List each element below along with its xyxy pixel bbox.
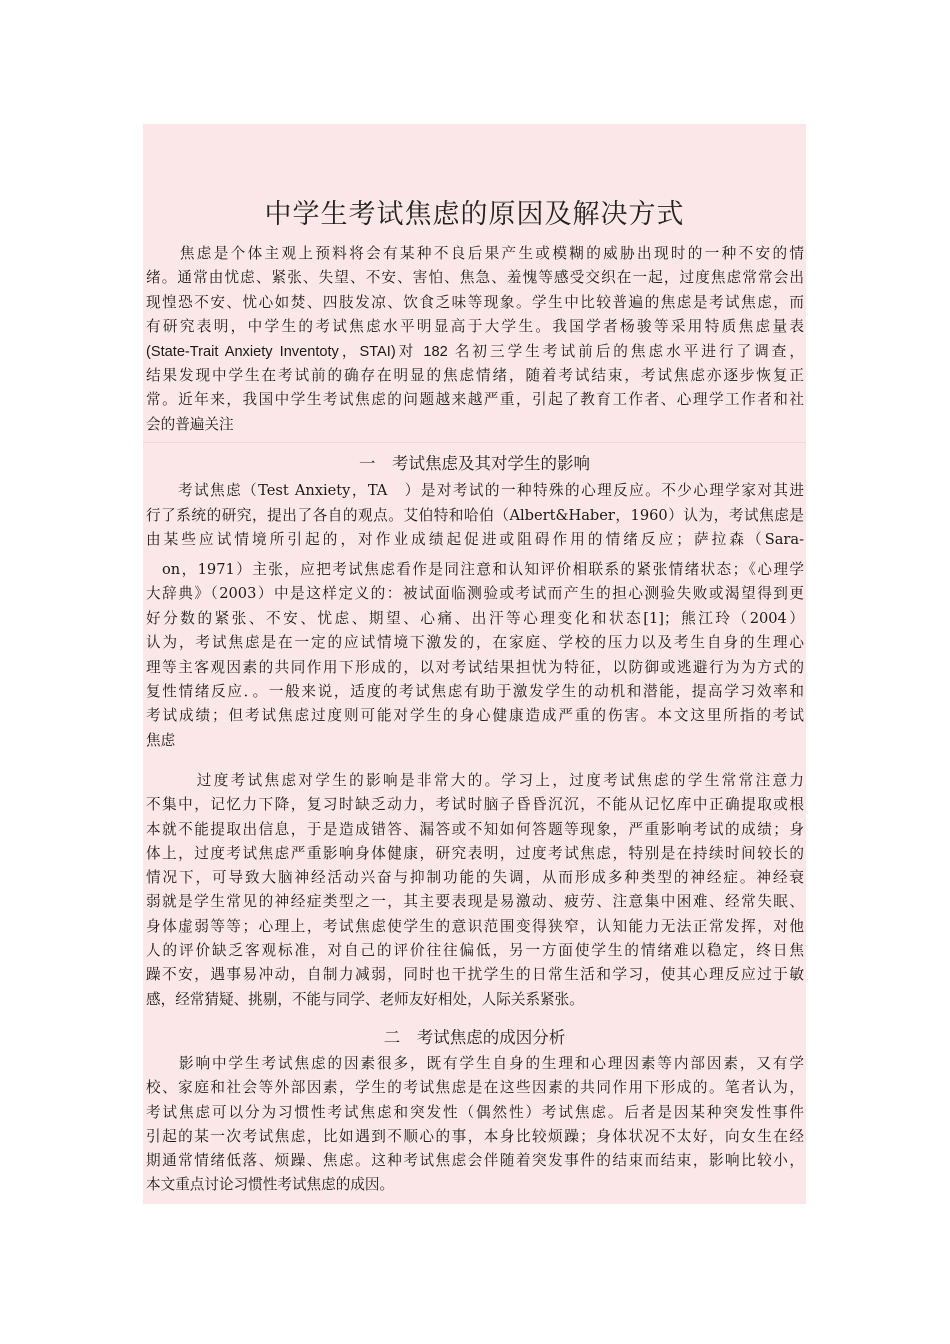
text-line: 人的评价缺乏客观标准，对自己的评价往往偏低，另一方面使学生的情绪难以稳定，终日焦 — [146, 942, 804, 960]
intro-paragraph — [146, 242, 804, 437]
text-line: 会的普遍关注 — [146, 415, 234, 433]
text-line: 焦虑 — [146, 731, 176, 749]
section2-paragraph-1 — [146, 1052, 804, 1198]
text-line: 弱就是学生常见的神经症类型之一，其主要表现是易激动、疲劳、注意集中困难、经常失眠、 — [146, 893, 804, 911]
text-line: 由某些应试情境所引起的，对作业成绩起促进或阻碍作用的情绪反应；萨拉森（Sara- — [146, 531, 804, 548]
text-line: 复性情绪反应．。一般来说，适度的考试焦虑有助于激发学生的动机和潜能，提高学习效率和 — [146, 683, 804, 701]
text-line: 本文重点讨论习惯性考试焦虑的成因。 — [146, 1176, 395, 1194]
text-line: 影响中学生考试焦虑的因素很多，既有学生自身的生理和心理因素等内部因素，又有学 — [146, 1055, 804, 1072]
text-line: 有研究表明，中学生的考试焦虑水平明显高于大学生。我国学者杨骏等采用特质焦虑量表 — [146, 318, 804, 336]
text-line: 体上，过度考试焦虑严重影响身体健康，研究表明，过度考试焦虑，特别是在持续时间较长的 — [146, 844, 804, 862]
text-line: 结果发现中学生在考试前的确存在明显的焦虑情绪，随着考试结束，考试焦虑亦逐步恢复正 — [146, 367, 804, 385]
text-line: 引起的某一次考试焦虑，比如遇到不顺心的事，本身比较烦躁；身体状况不太好，向女生在经 — [146, 1127, 804, 1145]
text-line: 绪。通常由忧虑、紧张、失望、不安、害怕、焦急、羞愧等感受交织在一起，过度焦虑常常会出 — [146, 269, 804, 287]
text-line: (State-Trait Anxiety Inventoty，STAI)对 182 名初三学生考试前后的焦虑水平进行了调查， — [146, 343, 804, 360]
text-line: 现惶恐不安、忧心如焚、四肢发凉、饮食乏味等现象。学生中比较普遍的焦虑是考试焦虑，而 — [146, 293, 804, 311]
text-line: 过度考试焦虑对学生的影响是非常大的。学习上，过度考试焦虑的学生常常注意力 — [146, 772, 804, 789]
text-line: 大辞典》（2003）中是这样定义的：被试面临测验或考试而产生的担心测验失败或渴望得到更 — [146, 585, 804, 603]
text-line: 本就不能提取出信息，于是造成错答、漏答或不知如何答题等现象，严重影响考试的成绩；身 — [146, 820, 804, 838]
text-line: 常。近年来，我国中学生考试焦虑的问题越来越严重，引起了教育工作者、心理学工作者和社 — [146, 391, 804, 409]
section1-paragraph-2 — [146, 558, 804, 753]
text-line: 理等主客观因素的共同作用下形成的，以对考试结果担忧为特征，以防御或逃避行为为方式的 — [146, 658, 804, 676]
text-line: 好分数的紧张、不安、忧虑、期望、心痛、出汗等心理变化和状态[1]；熊江玲（2004） — [146, 609, 804, 627]
text-line: 认为，考试焦虑是在一定的应试情境下激发的，在家庭、学校的压力以及考生自身的生理心 — [146, 634, 804, 652]
text-line: 校、家庭和社会等外部因素，学生的考试焦虑是在这些因素的共同作用下形成的。笔者认为， — [146, 1079, 804, 1097]
text-line: 身体虚弱等等；心理上，考试焦虑使学生的意识范围变得狭窄，认知能力无法正常发挥，对他 — [146, 917, 804, 935]
text-line: 考试成绩；但考试焦虑过度则可能对学生的身心健康造成严重的伤害。本文这里所指的考试 — [146, 707, 804, 725]
text-line: 躁不安，遇事易冲动，自制力减弱，同时也干扰学生的日常生活和学习，使其心理反应过于敏 — [146, 966, 804, 984]
text-line: 考试焦虑可以分为习惯性考试焦虑和突发性（偶然性）考试焦虑。后者是因某种突发性事件 — [146, 1103, 804, 1121]
document-page — [143, 124, 806, 1204]
section1-paragraph-3 — [146, 769, 804, 1012]
section1-paragraph-1 — [146, 479, 804, 553]
text-line: 行了系统的研究，提出了各自的观点。艾伯特和哈伯（Albert&Haber，1960）认为，考试焦虑是 — [146, 506, 804, 524]
text-line: 考试焦虑（Test Anxiety，TA ）是对考试的一种特殊的心理反应。不少心理学家对其进 — [146, 482, 804, 499]
text-line: 焦虑是个体主观上预料将会有某种不良后果产生或模糊的威胁出现时的一种不安的情 — [146, 245, 804, 262]
text-line: on，1971）主张，应把考试焦虑看作是同注意和认知评价相联系的紧张情绪状态；《心理学 — [146, 561, 804, 578]
section-heading-1: 一 考试焦虑及其对学生的影响 — [359, 454, 590, 473]
text-line: 不集中，记忆力下降，复习时缺乏动力，考试时脑子昏昏沉沉，不能从记忆库中正确提取或根 — [146, 796, 804, 814]
divider — [143, 442, 806, 443]
text-line: 期通常情绪低落、烦躁、焦虑。这种考试焦虑会伴随着突发事件的结束而结束，影响比较小， — [146, 1152, 804, 1170]
document-title: 中学生考试焦虑的原因及解决方式 — [264, 199, 685, 230]
text-line: 感，经常猜疑、挑剔，不能与同学、老师友好相处，人际关系紧张。 — [146, 990, 584, 1008]
text-line: 情况下，可导致大脑神经活动兴奋与抑制功能的失调，从而形成多种类型的神经症。神经衰 — [146, 869, 804, 887]
section-heading-2: 二 考试焦虑的成因分析 — [383, 1028, 566, 1047]
